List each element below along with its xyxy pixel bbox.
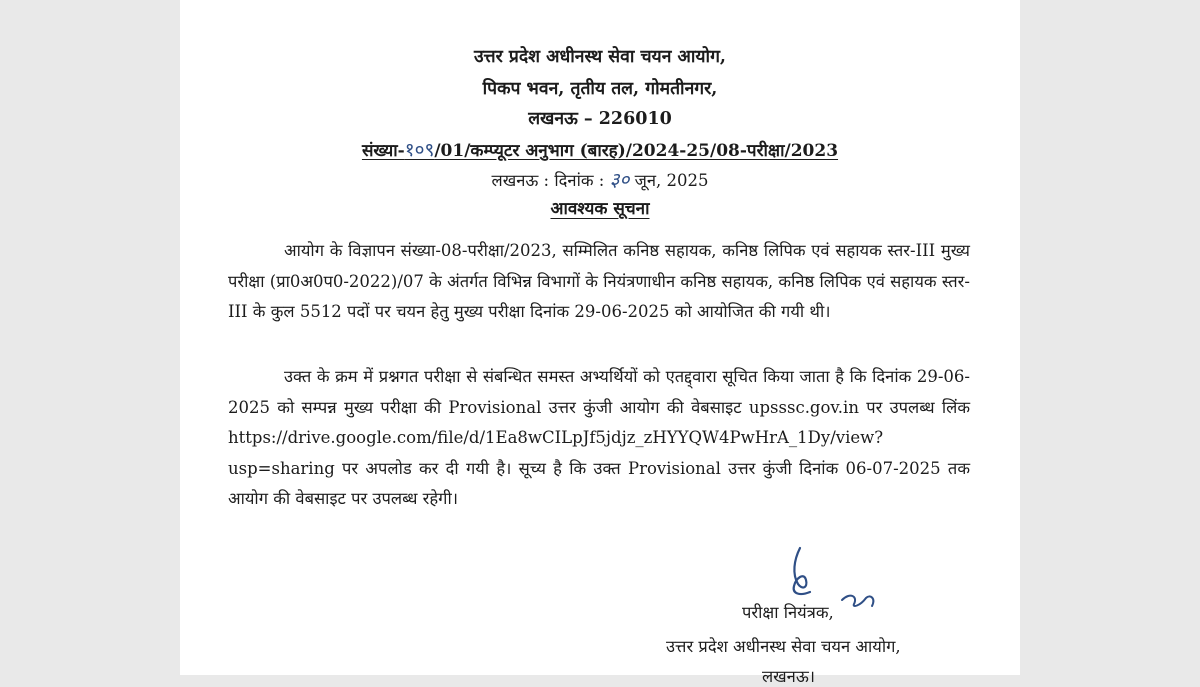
header-address bbox=[180, 76, 1020, 100]
signature-designation bbox=[742, 600, 834, 623]
paragraph-2-text: उक्त के क्रम में प्रश्नगत परीक्षा से संबन्धित समस्त अभ्यर्थियों को एतद्द्वारा सूचित किया जाता है कि दिनांक 29-06-2025 को सम्पन्न मुख्य परीक्षा की Provisional उत्तर कुंजी आयोग की वेबसाइट upsssc.gov.in पर उपलब्ध लिंक https://drive.google.com/file/d/1Ea8wCILpJf5jdjz_zHYYQW4PwHrA_1Dy/view?usp=sharing पर अपलोड कर दी गयी है। सूच्य है कि उक्त Provisional उत्तर कुंजी दिनांक 06-07-2025 तक आयोग की वेबसाइट पर उपलब्ध रहेगी। bbox=[228, 367, 970, 508]
header-address-text: पिकप भवन, तृतीय तल, गोमतीनगर, bbox=[482, 79, 718, 99]
notice-title-text: आवश्यक सूचना bbox=[550, 199, 650, 219]
reference-number bbox=[180, 136, 1020, 162]
reference-prefix: संख्या- bbox=[361, 141, 405, 161]
paragraph-1-text: आयोग के विज्ञापन संख्या-08-परीक्षा/2023, सम्मिलित कनिष्ठ सहायक, कनिष्ठ लिपिक एवं सहायक स्तर-III मुख्य परीक्षा (प्रा0अ0प0-2022)/07 के अंतर्गत विभिन्न विभागों के नियंत्रणाधीन कनिष्ठ सहायक, कनिष्ठ लिपिक एवं सहायक स्तर-III के कुल 5512 पदों पर चयन हेतु मुख्य परीक्षा दिनांक 29-06-2025 को आयोजित की गयी थी। bbox=[228, 241, 970, 321]
paragraph-1 bbox=[228, 236, 970, 328]
header-org bbox=[180, 44, 1020, 68]
reference-handwritten-number: १०९ bbox=[404, 139, 435, 161]
notice-title bbox=[180, 196, 1020, 219]
header-org-text: उत्तर प्रदेश अधीनस्थ सेवा चयन आयोग, bbox=[473, 47, 727, 67]
signature-city bbox=[762, 664, 815, 687]
date-line bbox=[180, 166, 1020, 192]
date-place: लखनऊ : bbox=[491, 171, 550, 190]
header-city bbox=[180, 106, 1020, 130]
date-month-year: जून, 2025 bbox=[634, 171, 709, 190]
notice-page bbox=[180, 0, 1020, 686]
signature-city-text: लखनऊ। bbox=[762, 667, 816, 686]
header-city-text: लखनऊ – 226010 bbox=[528, 109, 672, 129]
paragraph-2 bbox=[228, 362, 970, 515]
signature-org bbox=[666, 634, 901, 657]
signature-org-text: उत्तर प्रदेश अधीनस्थ सेवा चयन आयोग, bbox=[666, 637, 901, 656]
date-handwritten-day: ३० bbox=[609, 169, 630, 191]
date-label: दिनांक : bbox=[554, 171, 605, 190]
reference-suffix: /01/कम्प्यूटर अनुभाग (बारह)/2024-25/08-परीक्षा/2023 bbox=[434, 141, 839, 161]
signature-designation-text: परीक्षा नियंत्रक, bbox=[742, 603, 834, 622]
